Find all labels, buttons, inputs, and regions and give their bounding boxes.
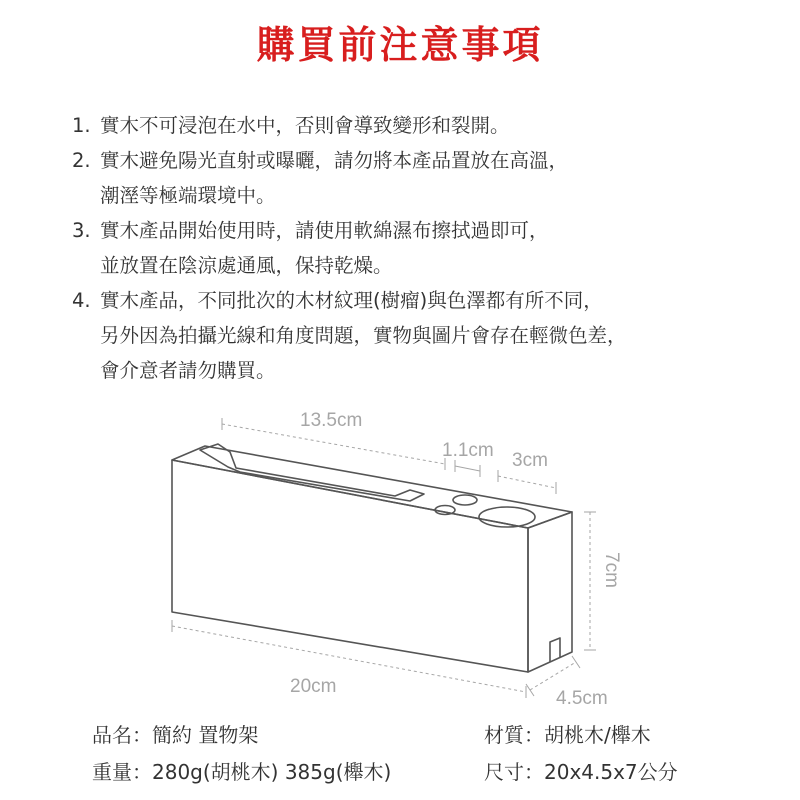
shelf-drawing bbox=[172, 444, 572, 672]
medium-hole bbox=[453, 495, 477, 505]
product-dimension-diagram bbox=[0, 400, 800, 720]
note-item-2 bbox=[72, 143, 792, 213]
product-name-label: 品名： bbox=[92, 723, 152, 747]
dimension-height: 7cm bbox=[601, 552, 622, 588]
product-weight-label: 重量： bbox=[92, 760, 152, 784]
page-title: 購買前注意事項 bbox=[256, 23, 544, 67]
note-number: 4. bbox=[72, 289, 91, 312]
dimension-depth: 4.5cm bbox=[556, 688, 608, 709]
product-size-label: 尺寸： bbox=[484, 760, 544, 784]
note-item-4 bbox=[72, 283, 792, 388]
note-number: 1. bbox=[72, 114, 91, 137]
product-weight-value: 280g(胡桃木) 385g(櫸木) bbox=[152, 760, 392, 784]
shelf-front-face bbox=[172, 460, 528, 672]
dimension-slot-width: 1.1cm bbox=[442, 440, 494, 461]
note-line: 實木避免陽光直射或曝曬，請勿將本產品置放在高溫， bbox=[100, 149, 569, 172]
note-line: 潮溼等極端環境中。 bbox=[100, 184, 276, 207]
tick bbox=[526, 684, 534, 696]
product-material-value: 胡桃木/櫸木 bbox=[544, 723, 651, 747]
product-size-value: 20x4.5x7公分 bbox=[544, 760, 678, 784]
note-line: 實木不可浸泡在水中，否則會導致變形和裂開。 bbox=[100, 114, 510, 137]
note-item-3 bbox=[72, 213, 792, 283]
note-item-1 bbox=[72, 108, 792, 143]
product-name-row bbox=[92, 720, 258, 750]
note-line: 實木產品開始使用時，請使用軟綿濕布擦拭過即可， bbox=[100, 219, 549, 242]
notes-list bbox=[72, 108, 792, 388]
length-guide bbox=[172, 626, 526, 692]
note-line: 實木產品，不同批次的木材紋理(樹瘤)與色澤都有所不同， bbox=[100, 289, 603, 312]
note-line: 另外因為拍攝光線和角度問題，實物與圖片會存在輕微色差， bbox=[100, 324, 627, 347]
hole-width-guide bbox=[498, 476, 556, 488]
dimension-hole-width: 3cm bbox=[512, 450, 548, 471]
product-size-row bbox=[484, 757, 678, 787]
product-material-label: 材質： bbox=[484, 723, 544, 747]
note-number: 2. bbox=[72, 149, 91, 172]
depth-guide bbox=[530, 662, 576, 690]
note-line: 會介意者請勿購買。 bbox=[100, 359, 276, 382]
dimension-top-length: 13.5cm bbox=[300, 410, 363, 431]
note-number: 3. bbox=[72, 219, 91, 242]
slot-width-guide bbox=[455, 466, 480, 471]
product-name-value: 簡約 置物架 bbox=[152, 723, 259, 747]
tick bbox=[572, 656, 580, 668]
dimension-length: 20cm bbox=[290, 676, 337, 697]
product-weight-row bbox=[92, 757, 391, 787]
note-line: 並放置在陰涼處通風，保持乾燥。 bbox=[100, 254, 393, 277]
product-material-row bbox=[484, 720, 651, 750]
